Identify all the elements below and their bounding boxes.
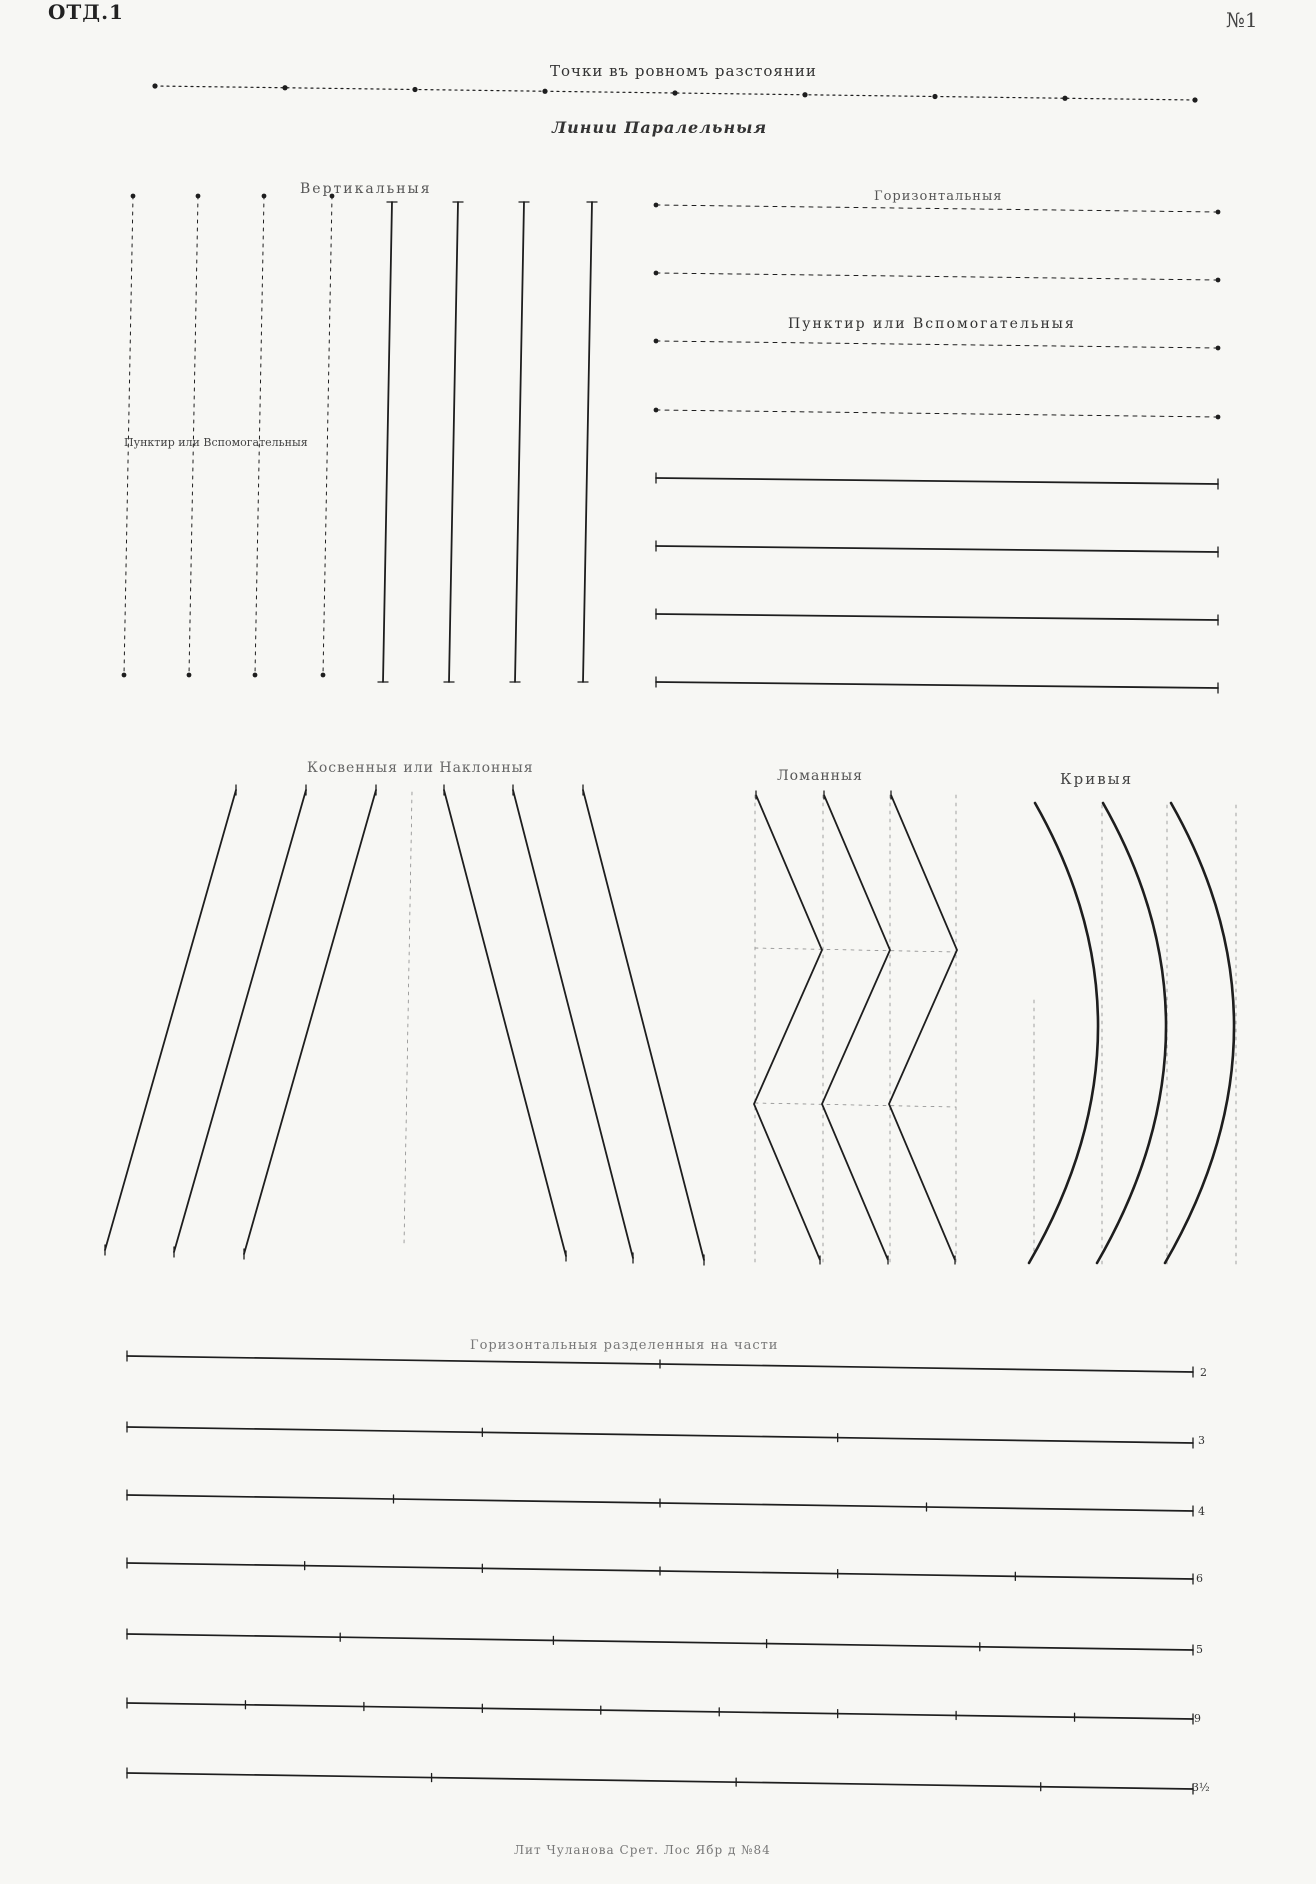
- horizontal-auxiliary-line: [656, 410, 1218, 417]
- equal-spaced-dot: [802, 92, 807, 97]
- divided-line-parts-label: 5: [1196, 1643, 1203, 1656]
- divided-line-parts-label: 3½: [1192, 1781, 1210, 1794]
- line-end-dot: [187, 673, 192, 678]
- equal-spaced-dot: [672, 90, 677, 95]
- line-end-dot: [196, 194, 201, 199]
- line-end-dot: [654, 408, 659, 413]
- horizontal-line: [656, 478, 1218, 484]
- broken-line: [822, 795, 890, 1260]
- line-end-dot: [1216, 346, 1221, 351]
- divided-line: [127, 1634, 1193, 1650]
- oblique-lines-group: [105, 785, 704, 1265]
- oblique-line: [174, 790, 306, 1252]
- horizontal-line: [656, 546, 1218, 552]
- equal-spaced-dot: [412, 87, 417, 92]
- divided-line-parts-label: 9: [1194, 1712, 1201, 1725]
- curved-line: [1097, 803, 1166, 1263]
- divided-line: [127, 1773, 1193, 1789]
- vertical-line: [449, 202, 458, 682]
- equal-spaced-dot: [1062, 96, 1067, 101]
- oblique-line: [513, 790, 633, 1258]
- line-end-dot: [122, 673, 127, 678]
- line-end-dot: [321, 673, 326, 678]
- line-end-dot: [131, 194, 136, 199]
- broken-line: [889, 795, 957, 1260]
- vertical-label: Вертикальныя: [300, 181, 432, 197]
- divided-lines-label: Горизонтальныя разделенныя на части: [470, 1338, 779, 1353]
- horizontal-label: Горизонтальныя: [874, 189, 1003, 204]
- broken-auxiliary-horizontal: [755, 948, 956, 952]
- oblique-line: [105, 790, 236, 1250]
- horizontal-line: [656, 614, 1218, 620]
- equal-spaced-dot: [1192, 97, 1197, 102]
- divided-lines-group: [127, 1351, 1193, 1794]
- parallel-lines-title: Линии Паралельныя: [552, 118, 768, 137]
- vertical-line: [383, 202, 392, 682]
- line-end-dot: [1216, 210, 1221, 215]
- line-end-dot: [654, 271, 659, 276]
- auxiliary-horizontal-label: Пунктир или Вспомогательныя: [788, 316, 1076, 332]
- broken-label: Ломанныя: [777, 768, 863, 784]
- vertical-line: [583, 202, 592, 682]
- oblique-line: [244, 790, 376, 1254]
- lithographer-imprint: Лит Чуланова Срет. Лос Ябр д №84: [514, 1843, 771, 1857]
- horizontal-auxiliary-line: [656, 205, 1218, 212]
- broken-lines-group: [754, 791, 957, 1264]
- oblique-line: [583, 790, 704, 1260]
- divided-line-parts-label: 6: [1196, 1572, 1203, 1585]
- divided-line-parts-label: 4: [1198, 1505, 1205, 1518]
- divided-line-parts-label: 3: [1198, 1434, 1205, 1447]
- oblique-line: [444, 790, 566, 1256]
- equal-spaced-dot: [152, 83, 157, 88]
- curved-lines-group: [1029, 803, 1236, 1265]
- section-label: ОТД.1: [48, 0, 124, 24]
- line-end-dot: [262, 194, 267, 199]
- equal-spaced-dot: [932, 94, 937, 99]
- broken-auxiliary-horizontal: [755, 1103, 956, 1107]
- line-end-dot: [654, 339, 659, 344]
- divided-line: [127, 1703, 1193, 1719]
- line-end-dot: [253, 673, 258, 678]
- horizontal-auxiliary-line: [656, 341, 1218, 348]
- horizontal-auxiliary-line: [656, 273, 1218, 280]
- auxiliary-vertical-label: Пунктир или Вспомогательныя: [124, 436, 308, 449]
- equal-spaced-dot: [542, 89, 547, 94]
- horizontal-line: [656, 682, 1218, 688]
- vertical-auxiliary-line: [323, 196, 332, 675]
- line-end-dot: [1216, 415, 1221, 420]
- curved-label: Кривыя: [1060, 770, 1134, 788]
- equal-spaced-dot: [282, 85, 287, 90]
- line-end-dot: [1216, 278, 1221, 283]
- line-end-dot: [654, 203, 659, 208]
- curved-line: [1029, 803, 1098, 1263]
- divided-line: [127, 1427, 1193, 1443]
- horizontal-lines-group: [654, 203, 1221, 693]
- divided-line-parts-label: 2: [1200, 1366, 1207, 1379]
- broken-line: [754, 795, 822, 1260]
- plate-number: №1: [1226, 8, 1258, 32]
- dots-title: Точки въ ровномъ разстоянии: [550, 62, 817, 80]
- curved-line: [1165, 803, 1234, 1263]
- oblique-axis-auxiliary: [404, 792, 412, 1245]
- equal-spaced-dots-group: [152, 83, 1197, 102]
- oblique-label: Косвенныя или Наклонныя: [307, 760, 534, 776]
- vertical-line: [515, 202, 524, 682]
